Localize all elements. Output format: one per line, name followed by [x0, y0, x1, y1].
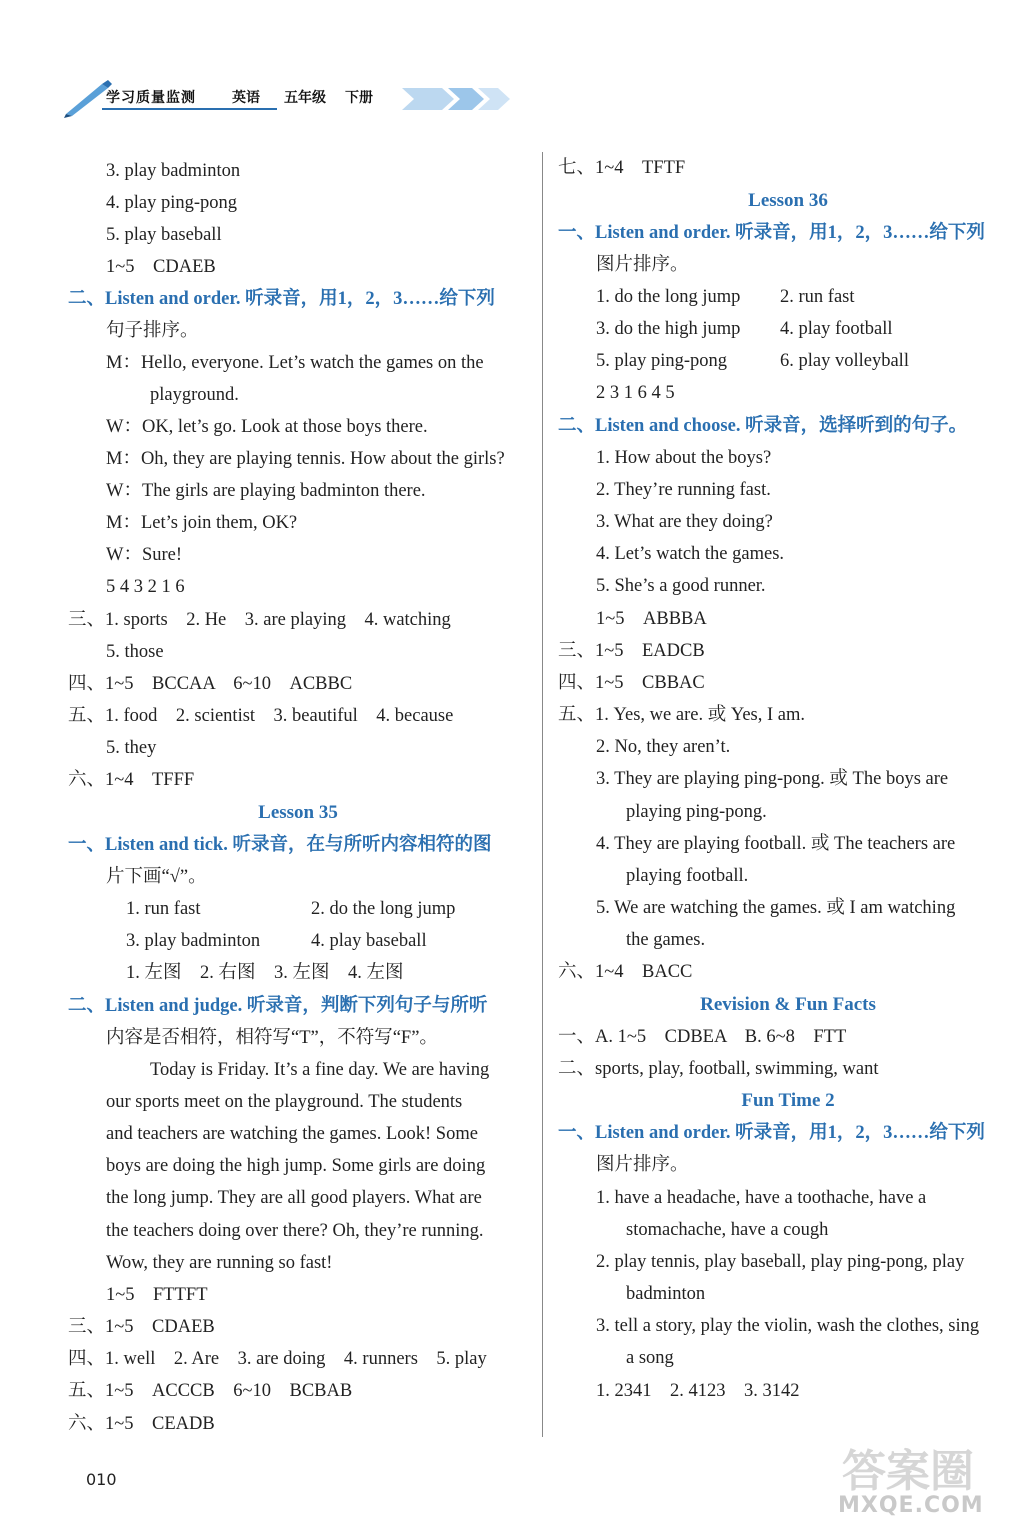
answer-line: 1~5 FTTFT: [106, 1285, 208, 1305]
section-heading: 二、Listen and order. 听录音，用1，2，3……给下列: [68, 289, 495, 309]
header-grade: 五年级: [284, 90, 326, 106]
passage-line: the long jump. They are all good players. What are: [106, 1188, 482, 1208]
answer-line: 1. 左图 2. 右图 3. 左图 4. 左图: [126, 963, 404, 983]
page-number: 010: [86, 1470, 117, 1489]
answer-line: 5. play baseball: [106, 225, 222, 245]
section-title: Fun Time 2: [741, 1090, 835, 1111]
chevron-arrows-icon: [402, 84, 542, 114]
dialogue-line: M：Hello, everyone. Let’s watch the games on the: [106, 353, 484, 373]
answer-line: 4. play baseball: [311, 931, 427, 951]
answer-line: 1~5 CDAEB: [106, 257, 216, 277]
answer-line: 三、1~5 CDAEB: [68, 1317, 215, 1337]
header-title: 学习质量监测: [106, 90, 196, 106]
lesson-title: Lesson 35: [258, 802, 338, 823]
answer-line: 五、1~5 ACCCB 6~10 BCBAB: [68, 1381, 353, 1401]
header-subject: 英语: [232, 90, 260, 106]
answer-line: 1. 2341 2. 4123 3. 3142: [596, 1381, 800, 1401]
answer-line: 3. do the high jump: [596, 319, 741, 339]
answer-line: 5. She’s a good runner.: [596, 576, 766, 596]
section-heading-cont: 片下画“√”。: [106, 867, 207, 887]
answer-line: 3. tell a story, play the violin, wash the clothes, sing: [596, 1316, 980, 1336]
dialogue-line: W：OK, let’s go. Look at those boys there.: [106, 417, 428, 437]
header-volume: 下册: [345, 90, 373, 106]
section-heading: 一、Listen and tick. 听录音，在与所听内容相符的图: [68, 835, 492, 855]
answer-line: 四、1. well 2. Are 3. are doing 4. runners 5. play: [68, 1349, 487, 1369]
section-heading-cont: 图片排序。: [596, 255, 689, 275]
section-heading: 二、Listen and judge. 听录音，判断下列句子与所听: [68, 996, 488, 1016]
dialogue-line: W：Sure!: [106, 545, 183, 565]
watermark-logo: 答案圈: [842, 1446, 974, 1497]
header-underline: [102, 108, 277, 110]
answer-line: 5. those: [106, 642, 164, 662]
answer-line: 1. run fast: [126, 899, 201, 919]
answer-line: 5. We are watching the games. 或 I am watching: [596, 898, 956, 918]
dialogue-line: W：The girls are playing badminton there.: [106, 481, 426, 501]
answer-line: 4. play football: [780, 319, 893, 339]
answer-line: 2. run fast: [780, 287, 855, 307]
section-heading-cont: 句子排序。: [106, 321, 199, 341]
answer-line: 2. do the long jump: [311, 899, 456, 919]
answer-line: 六、1~4 BACC: [558, 962, 693, 982]
answer-line: 三、1~5 EADCB: [558, 641, 705, 661]
column-divider: [542, 152, 543, 1437]
page-header: [62, 78, 492, 128]
answer-line: 1. do the long jump: [596, 287, 741, 307]
answer-line: 七、1~4 TFTF: [558, 158, 686, 178]
answer-line: stomachache, have a cough: [626, 1220, 829, 1240]
answer-line: 1. have a headache, have a toothache, have a: [596, 1188, 927, 1208]
passage-line: our sports meet on the playground. The students: [106, 1092, 463, 1112]
answer-line: 六、1~4 TFFF: [68, 770, 195, 790]
answer-line: playing football.: [626, 866, 749, 886]
watermark-url: MXQE.COM: [838, 1493, 984, 1518]
passage-line: Today is Friday. It’s a fine day. We are having: [150, 1060, 490, 1080]
answer-line: 3. What are they doing?: [596, 512, 773, 532]
answer-line: 2. No, they aren’t.: [596, 737, 731, 757]
answer-line: 二、sports, play, football, swimming, want: [558, 1059, 879, 1079]
answer-line: 1. How about the boys?: [596, 448, 772, 468]
answer-line: 3. They are playing ping-pong. 或 The boys are: [596, 769, 949, 789]
passage-line: the teachers doing over there? Oh, they’re running.: [106, 1221, 484, 1241]
answer-line: 1~5 ABBBA: [596, 609, 707, 629]
answer-line: 四、1~5 BCCAA 6~10 ACBBC: [68, 674, 353, 694]
answer-line: 5. play ping-pong: [596, 351, 728, 371]
answer-line: badminton: [626, 1284, 706, 1304]
answer-line: 6. play volleyball: [780, 351, 909, 371]
dialogue-line: playground.: [150, 385, 239, 405]
answer-line: the games.: [626, 930, 706, 950]
answer-line: 三、1. sports 2. He 3. are playing 4. watching: [68, 610, 451, 630]
answer-line: playing ping-pong.: [626, 802, 767, 822]
answer-line: 2. play tennis, play baseball, play ping-pong, play: [596, 1252, 965, 1272]
section-heading-cont: 内容是否相符，相符写“T”，不符写“F”。: [106, 1028, 438, 1048]
passage-line: boys are doing the high jump. Some girls are doing: [106, 1156, 486, 1176]
answer-line: 4. play ping-pong: [106, 193, 238, 213]
answer-line: 4. They are playing football. 或 The teachers are: [596, 834, 956, 854]
answer-line: 5. they: [106, 738, 157, 758]
answer-line: 五、1. Yes, we are. 或 Yes, I am.: [558, 705, 806, 725]
answer-line: 3. play badminton: [126, 931, 261, 951]
section-heading: 一、Listen and order. 听录音，用1，2，3……给下列: [558, 223, 985, 243]
section-heading: 二、Listen and choose. 听录音，选择听到的句子。: [558, 416, 968, 436]
answer-line: 2 3 1 6 4 5: [596, 383, 675, 403]
dialogue-line: M：Let’s join them, OK?: [106, 513, 298, 533]
answer-line: 3. play badminton: [106, 161, 241, 181]
answer-line: 2. They’re running fast.: [596, 480, 771, 500]
section-title: Revision & Fun Facts: [700, 994, 876, 1015]
section-heading: 一、Listen and order. 听录音，用1，2，3……给下列: [558, 1123, 985, 1143]
passage-line: Wow, they are running so fast!: [106, 1253, 333, 1273]
answer-line: 5 4 3 2 1 6: [106, 577, 185, 597]
answer-line: 一、A. 1~5 CDBEA B. 6~8 FTT: [558, 1027, 847, 1047]
answer-line: 四、1~5 CBBAC: [558, 673, 705, 693]
section-heading-cont: 图片排序。: [596, 1155, 689, 1175]
passage-line: and teachers are watching the games. Look! Some: [106, 1124, 478, 1144]
watermark: [838, 1435, 1028, 1531]
answer-line: 4. Let’s watch the games.: [596, 544, 785, 564]
answer-line: 五、1. food 2. scientist 3. beautiful 4. because: [68, 706, 454, 726]
lesson-title: Lesson 36: [748, 190, 828, 211]
answer-line: a song: [626, 1348, 674, 1368]
answer-line: 六、1~5 CEADB: [68, 1414, 215, 1434]
dialogue-line: M：Oh, they are playing tennis. How about the girls?: [106, 449, 505, 469]
